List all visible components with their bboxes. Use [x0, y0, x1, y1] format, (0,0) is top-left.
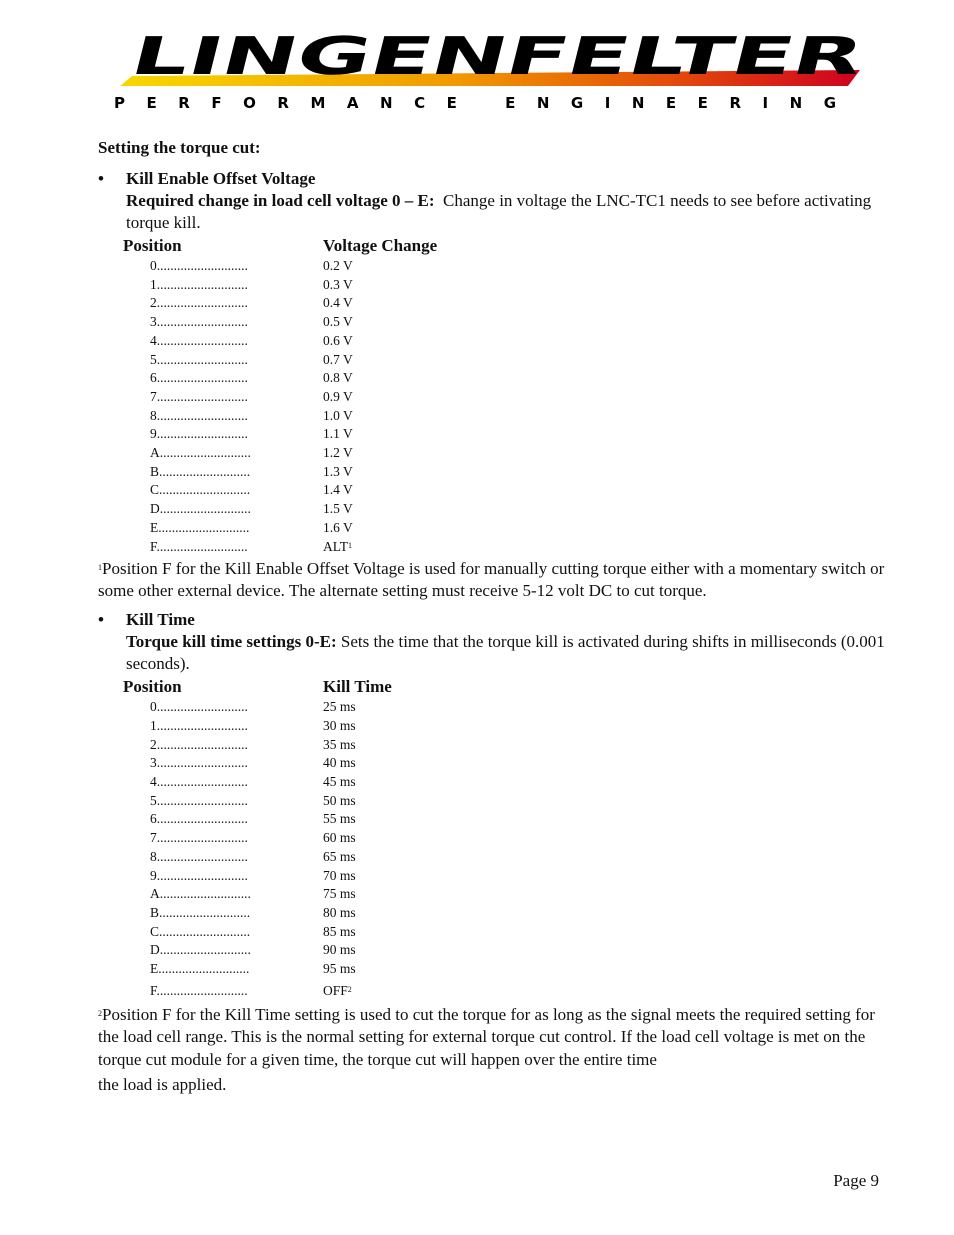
row-value: 0.2 V — [323, 258, 353, 273]
table-row — [123, 773, 898, 792]
row-position — [123, 941, 323, 960]
position-label: 7 — [150, 830, 157, 846]
row-value: 60 ms — [323, 830, 356, 846]
table-row — [123, 810, 898, 829]
dot-leader: ........................... — [158, 961, 250, 977]
dot-leader: ........................... — [156, 538, 248, 554]
dot-leader: ........................... — [156, 295, 248, 311]
row-position — [123, 500, 323, 519]
bullet-marker: • — [98, 610, 104, 630]
column-header-position: Position — [123, 236, 182, 255]
row-position — [123, 810, 323, 829]
table-row — [123, 444, 898, 463]
row-position — [123, 867, 323, 886]
bullet-marker: • — [98, 169, 104, 188]
dot-leader: ........................... — [156, 792, 248, 808]
dot-leader: ........................... — [159, 482, 251, 498]
kill-enable-desc-bold: Required change in load cell voltage 0 – E: — [126, 191, 435, 210]
table-row — [123, 792, 898, 811]
table-row — [123, 538, 898, 557]
dot-leader: ........................... — [156, 332, 248, 348]
table-row — [123, 500, 898, 519]
dot-leader: ........................... — [156, 699, 248, 715]
table-row — [123, 698, 898, 717]
table-row — [123, 960, 898, 979]
footnote-ref: 2 — [347, 984, 352, 994]
row-value: 70 ms — [323, 867, 356, 883]
position-label: 3 — [150, 755, 157, 771]
table-row — [123, 294, 898, 313]
position-label: 3 — [150, 314, 157, 330]
table-row — [123, 388, 898, 407]
dot-leader: ........................... — [156, 774, 248, 790]
dot-leader: ........................... — [156, 276, 248, 292]
row-value — [323, 982, 352, 1001]
position-label: 4 — [150, 774, 157, 790]
value-label: OFF — [323, 982, 348, 998]
row-position — [123, 481, 323, 500]
position-label: D — [150, 501, 160, 517]
value-label: ALT — [323, 538, 349, 554]
row-position — [123, 294, 323, 313]
kill-enable-desc-text: Change in voltage the LNC-TC1 needs to see before activating torque kill. — [126, 191, 876, 232]
kill-time-table-header — [123, 676, 898, 698]
dot-leader: ........................... — [156, 811, 248, 827]
footnote-marker: 1 — [98, 563, 102, 573]
position-label: 8 — [150, 848, 157, 864]
footnote-marker: 2 — [98, 1008, 102, 1018]
kill-enable-title: Kill Enable Offset Voltage — [126, 169, 316, 188]
voltage-table-body — [123, 257, 898, 538]
position-label: 1 — [150, 717, 157, 733]
footnote-text: Position F for the Kill Time setting is used to cut the torque for as long as the signal meets the required setting for the load cell range. This is the normal setting for external torque cut control. If the load cell voltage is met on the torque cut module for a given time, the torque cut will happen over the entire time — [98, 1004, 875, 1069]
row-position — [123, 717, 323, 736]
row-position — [123, 792, 323, 811]
dot-leader: ........................... — [158, 519, 250, 535]
dot-leader: ........................... — [159, 886, 251, 902]
row-value: 1.4 V — [323, 482, 353, 498]
kill-time-description — [126, 631, 898, 675]
position-label: 5 — [150, 792, 157, 808]
kill-enable-section — [98, 168, 898, 234]
section-title: Setting the torque cut: — [98, 138, 261, 157]
kill-time-desc-text: Sets the time that the torque kill is activated during shifts in milliseconds (0.001 seconds). — [126, 632, 890, 674]
row-position — [123, 698, 323, 717]
position-label: 5 — [150, 351, 157, 367]
row-position — [123, 351, 323, 370]
table-row — [123, 829, 898, 848]
position-label: E — [150, 961, 159, 977]
table-row — [123, 848, 898, 867]
row-value: 50 ms — [323, 792, 356, 808]
row-position — [123, 388, 323, 407]
table-row — [123, 736, 898, 755]
row-value: 0.6 V — [323, 332, 353, 348]
position-label: 9 — [150, 867, 157, 883]
dot-leader: ........................... — [159, 463, 251, 479]
position-label: B — [150, 463, 160, 479]
dot-leader: ........................... — [156, 258, 248, 273]
row-value: 0.4 V — [323, 295, 353, 311]
page-content — [98, 137, 898, 1097]
row-position — [123, 369, 323, 388]
position-label: 6 — [150, 370, 157, 386]
column-header-position: Position — [123, 677, 182, 697]
footnote-text-end: the load is applied. — [98, 1075, 227, 1094]
row-value: 40 ms — [323, 755, 356, 771]
table-row — [123, 941, 898, 960]
row-position — [123, 538, 323, 557]
dot-leader: ........................... — [156, 982, 248, 998]
voltage-table — [123, 235, 898, 556]
row-value: 0.3 V — [323, 276, 353, 292]
row-value: 55 ms — [323, 811, 356, 827]
row-position — [123, 960, 323, 979]
company-logo — [112, 26, 864, 112]
table-row — [123, 276, 898, 295]
row-value: 1.3 V — [323, 463, 353, 479]
kill-time-title: Kill Time — [126, 610, 195, 630]
column-header-kill-time: Kill Time — [323, 677, 392, 697]
row-position — [123, 982, 323, 1001]
row-position — [123, 754, 323, 773]
row-value: 1.6 V — [323, 519, 353, 535]
row-value: 0.5 V — [323, 314, 353, 330]
row-value: 80 ms — [323, 904, 356, 920]
dot-leader: ........................... — [156, 755, 248, 771]
table-row — [123, 519, 898, 538]
kill-time-section — [98, 609, 898, 675]
position-label: C — [150, 923, 160, 939]
table-row — [123, 407, 898, 426]
row-value: 85 ms — [323, 923, 356, 939]
dot-leader: ........................... — [156, 830, 248, 846]
row-value: 1.0 V — [323, 407, 353, 423]
dot-leader: ........................... — [159, 501, 251, 517]
position-label: D — [150, 942, 160, 958]
footnote-ref: 1 — [348, 540, 353, 550]
row-value: 0.7 V — [323, 351, 353, 367]
position-label: 0 — [150, 258, 157, 273]
row-position — [123, 332, 323, 351]
dot-leader: ........................... — [156, 370, 248, 386]
dot-leader: ........................... — [156, 736, 248, 752]
logo-wordmark: LINGENFELTER — [124, 26, 565, 87]
row-position — [123, 463, 323, 482]
table-row — [123, 463, 898, 482]
kill-time-footnote — [98, 1004, 898, 1097]
row-position — [123, 407, 323, 426]
table-row — [123, 923, 898, 942]
row-position — [123, 519, 323, 538]
table-row — [123, 313, 898, 332]
row-position — [123, 276, 323, 295]
logo-graphic — [112, 26, 864, 112]
row-position — [123, 848, 323, 867]
position-label: 7 — [150, 388, 157, 404]
row-value: 1.2 V — [323, 445, 353, 461]
kill-enable-footnote — [98, 558, 898, 602]
position-label: 2 — [150, 736, 157, 752]
row-position — [123, 257, 323, 276]
table-row — [123, 332, 898, 351]
dot-leader: ........................... — [156, 351, 248, 367]
position-label: 4 — [150, 332, 157, 348]
footnote-text: Position F for the Kill Enable Offset Voltage is used for manually cutting torque either with a momentary switch or some other external device. The alternate setting must receive 5-12 volt DC to cut torque. — [98, 559, 885, 601]
kill-time-table — [123, 676, 898, 1000]
position-label: E — [150, 519, 159, 535]
row-value: 30 ms — [323, 717, 356, 733]
dot-leader: ........................... — [159, 445, 251, 461]
row-value: 0.9 V — [323, 388, 353, 404]
row-value: 0.8 V — [323, 370, 353, 386]
table-row — [123, 351, 898, 370]
table-row — [123, 425, 898, 444]
row-value: 35 ms — [323, 736, 356, 752]
dot-leader: ........................... — [159, 904, 251, 920]
row-position — [123, 425, 323, 444]
row-position — [123, 885, 323, 904]
row-value: 25 ms — [323, 699, 356, 715]
row-value: 1.1 V — [323, 426, 353, 442]
position-label: F — [150, 538, 157, 554]
row-value: 65 ms — [323, 848, 356, 864]
dot-leader: ........................... — [156, 314, 248, 330]
row-position — [123, 313, 323, 332]
table-row — [123, 885, 898, 904]
position-label: F — [150, 982, 157, 998]
table-row — [123, 257, 898, 276]
position-label: C — [150, 482, 160, 498]
position-label: 0 — [150, 699, 157, 715]
row-value: 75 ms — [323, 886, 356, 902]
dot-leader: ........................... — [159, 923, 251, 939]
dot-leader: ........................... — [156, 717, 248, 733]
table-row — [123, 904, 898, 923]
dot-leader: ........................... — [156, 848, 248, 864]
voltage-table-header — [123, 235, 898, 257]
row-position — [123, 773, 323, 792]
position-label: B — [150, 904, 160, 920]
dot-leader: ........................... — [159, 942, 251, 958]
row-position — [123, 444, 323, 463]
table-row — [123, 481, 898, 500]
row-position — [123, 904, 323, 923]
row-value: 95 ms — [323, 961, 356, 977]
kill-time-desc-bold: Torque kill time settings 0-E: — [126, 632, 337, 652]
dot-leader: ........................... — [156, 426, 248, 442]
row-position — [123, 736, 323, 755]
table-row — [123, 867, 898, 886]
position-label: 8 — [150, 407, 157, 423]
table-row — [123, 369, 898, 388]
row-position — [123, 829, 323, 848]
position-label: A — [150, 445, 160, 461]
row-value: 45 ms — [323, 774, 356, 790]
logo-tagline: P E R F O R M A N C E E N G I N E E R I N G — [114, 94, 836, 112]
position-label: 9 — [150, 426, 157, 442]
row-position — [123, 923, 323, 942]
kill-enable-description — [126, 190, 898, 234]
dot-leader: ........................... — [156, 388, 248, 404]
page-number: Page 9 — [833, 1171, 879, 1190]
position-label: 1 — [150, 276, 157, 292]
row-value: 1.5 V — [323, 501, 353, 517]
row-value: 90 ms — [323, 942, 356, 958]
position-label: A — [150, 886, 160, 902]
column-header-voltage-change: Voltage Change — [323, 236, 438, 255]
table-row — [123, 717, 898, 736]
kill-time-table-body — [123, 698, 898, 979]
table-row — [123, 982, 898, 1001]
dot-leader: ........................... — [156, 407, 248, 423]
dot-leader: ........................... — [156, 867, 248, 883]
row-value — [323, 538, 352, 557]
position-label: 6 — [150, 811, 157, 827]
position-label: 2 — [150, 295, 157, 311]
table-row — [123, 754, 898, 773]
